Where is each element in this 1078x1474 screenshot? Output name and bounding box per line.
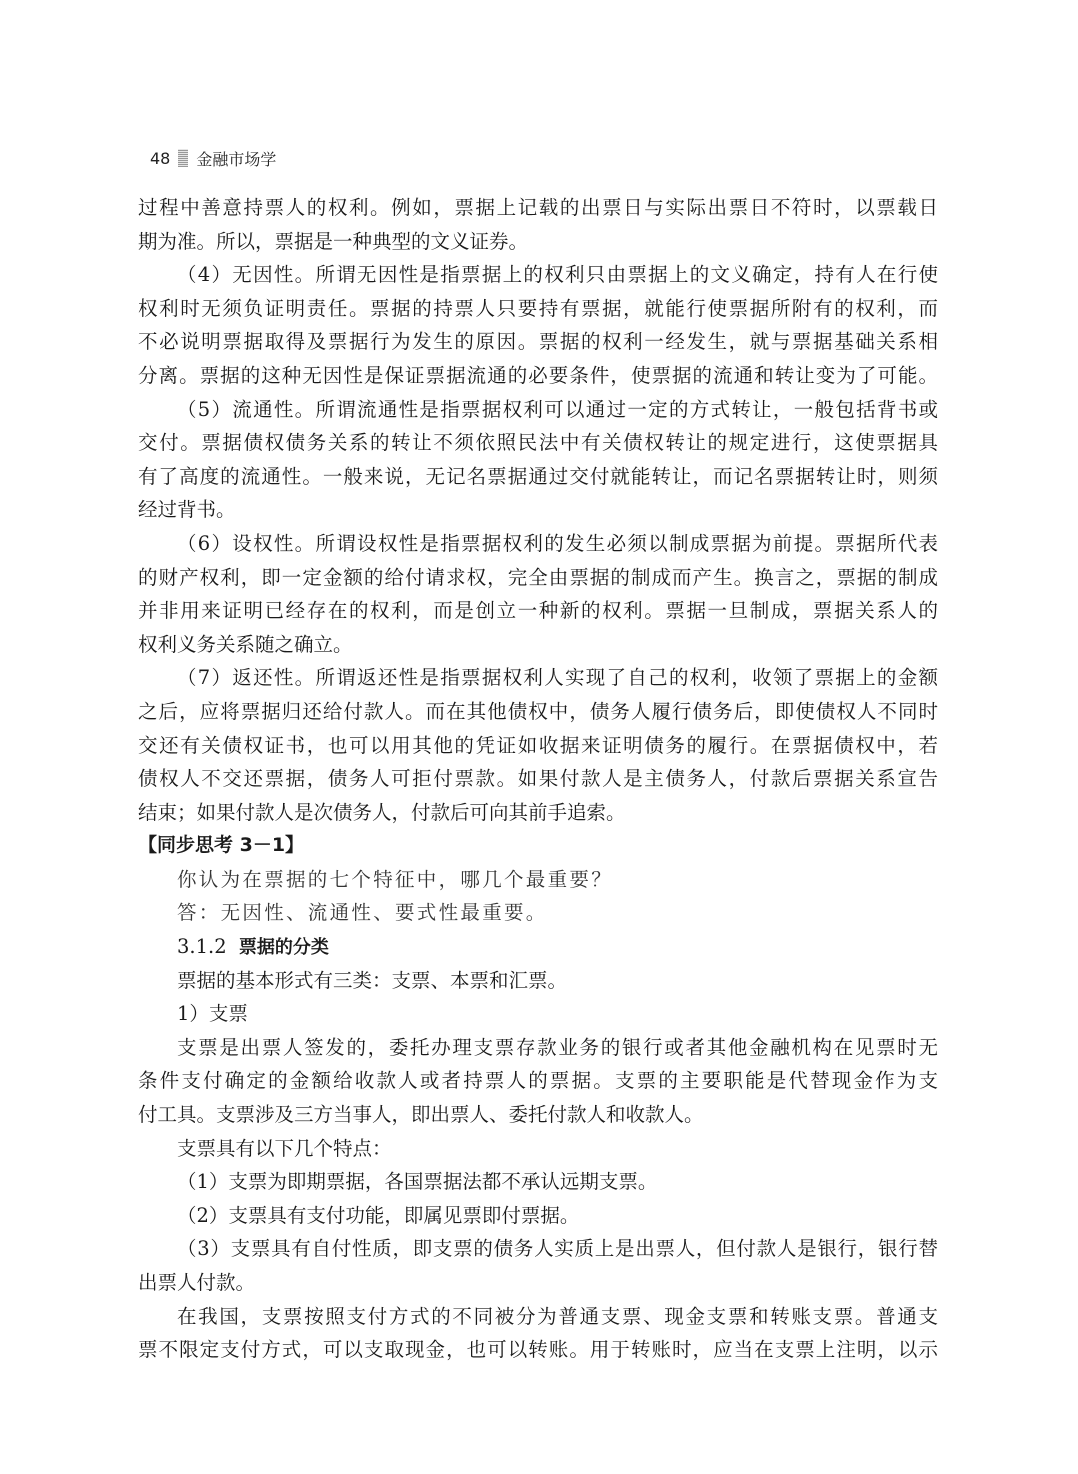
body-line: 债权人不交还票据，债务人可拒付票款。如果付款人是主债务人，付款后票据关系宣告 (138, 767, 938, 791)
section-heading (138, 930, 938, 964)
paragraph-shequanxing-line: （6）设权性。所谓设权性是指票据权利的发生必须以制成票据为前提。票据所代表 (177, 531, 938, 555)
page-header (150, 143, 276, 173)
header-decoration (178, 149, 188, 167)
body-line: 期为准。所以，票据是一种典型的文义证券。 (138, 229, 529, 253)
sync-thinking-heading: 【同步思考 3－1】 (138, 834, 305, 857)
list-item: （2）支票具有支付功能，即属见票即付票据。 (177, 1203, 580, 1227)
paragraph-woguo-line: 在我国，支票按照支付方式的不同被分为普通支票、现金支票和转账支票。普通支 (177, 1304, 938, 1328)
body-line: 支票具有以下几个特点： (177, 1136, 392, 1160)
body-line: 的财产权利，即一定金额的给付请求权，完全由票据的制成而产生。换言之，票据的制成 (138, 565, 938, 589)
running-title: 金融市场学 (196, 149, 277, 169)
body-line: 有了高度的流通性。一般来说，无记名票据通过交付就能转让，而记名票据转让时，则须 (138, 464, 938, 488)
body-line: 交还有关债权证书，也可以用其他的凭证如收据来证明债务的履行。在票据债权中，若 (138, 733, 938, 757)
paragraph-liutongxing-line: （5）流通性。所谓流通性是指票据权利可以通过一定的方式转让，一般包括背书或 (177, 397, 938, 421)
body-line: 票据的基本形式有三类：支票、本票和汇票。 (177, 968, 568, 992)
body-line: 分离。票据的这种无因性是保证票据流通的必要条件，使票据的流通和转让变为了可能。 (138, 363, 938, 387)
paragraph-wuyinxing-line: （4）无因性。所谓无因性是指票据上的权利只由票据上的文义确定，持有人在行使 (177, 263, 938, 287)
body-line: 条件支付确定的金额给收款人或者持票人的票据。支票的主要职能是代替现金作为支 (138, 1069, 938, 1093)
paragraph-zhipiao-line: 支票是出票人签发的，委托办理支票存款业务的银行或者其他金融机构在见票时无 (177, 1035, 938, 1059)
body-line: 并非用来证明已经存在的权利，而是创立一种新的权利。票据一旦制成，票据关系人的 (138, 599, 938, 623)
body-line: 权利时无须负证明责任。票据的持票人只要持有票据，就能行使票据所附有的权利，而 (138, 296, 938, 320)
sync-thinking-question: 你认为在票据的七个特征中，哪几个最重要？ (177, 867, 614, 891)
paragraph-fanhuanxing-line: （7）返还性。所谓返还性是指票据权利人实现了自己的权利，收领了票据上的金额 (177, 666, 938, 690)
list-item: （1）支票为即期票据，各国票据法都不承认远期支票。 (177, 1170, 658, 1194)
subsection-heading: 1）支票 (177, 1002, 248, 1026)
section-title: 票据的分类 (238, 937, 329, 959)
body-line: 过程中善意持票人的权利。例如，票据上记载的出票日与实际出票日不符时，以票载日 (138, 196, 938, 219)
sync-thinking-answer: 答：无因性、流通性、要式性最重要。 (177, 901, 548, 925)
body-line: 交付。票据债权债务关系的转让不须依照民法中有关债权转让的规定进行，这使票据具 (138, 431, 938, 455)
body-line: 出票人付款。 (138, 1271, 256, 1294)
body-line: 之后，应将票据归还给付款人。而在其他债权中，债务人履行债务后，即使债权人不同时 (138, 699, 938, 723)
body-line: 不必说明票据取得及票据行为发生的原因。票据的权利一经发生，就与票据基础关系相 (138, 330, 938, 354)
page-body (138, 191, 938, 1367)
body-line: 付工具。支票涉及三方当事人，即出票人、委托付款人和收款人。 (138, 1103, 704, 1127)
body-line: 票不限定支付方式，可以支取现金，也可以转账。用于转账时，应当在支票上注明，以示 (138, 1338, 938, 1362)
section-number: 3.1.2 (177, 935, 227, 959)
list-item: （3）支票具有自付性质，即支票的债务人实质上是出票人，但付款人是银行，银行替 (177, 1237, 938, 1261)
body-line: 结束；如果付款人是次债务人，付款后可向其前手追索。 (138, 800, 626, 824)
body-line: 权利义务关系随之确立。 (138, 632, 353, 656)
body-line: 经过背书。 (138, 498, 236, 522)
page-number: 48 (150, 148, 171, 168)
